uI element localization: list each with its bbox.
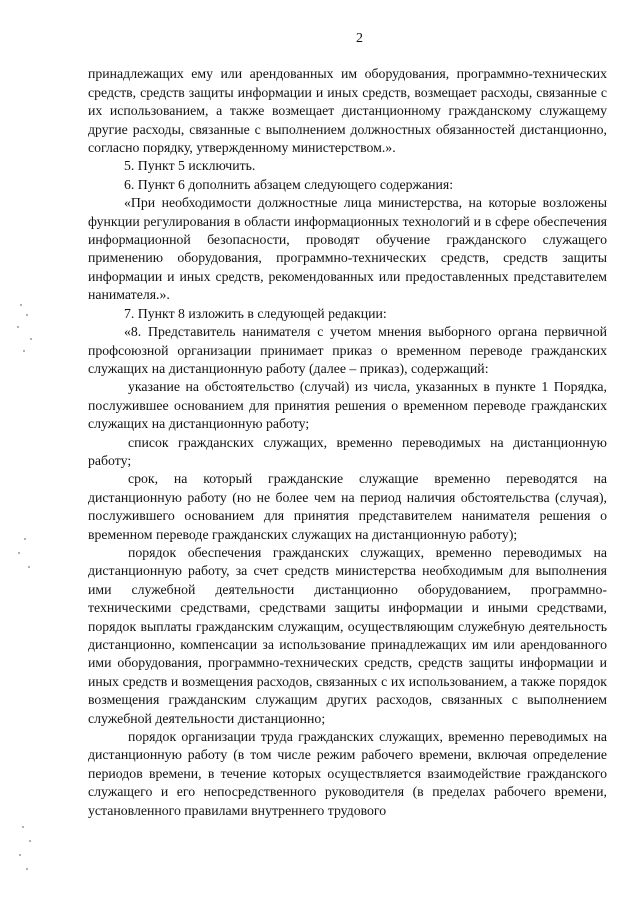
paragraph: указание на обстоятельство (случай) из числа, указанных в пункте 1 Порядка, послужившее основанием для принятия решения о временном переводе гражданских служащих на дистанционную работу; <box>88 379 607 432</box>
scan-specks-middle <box>14 530 44 590</box>
paragraph: порядок обеспечения гражданских служащих, временно переводимых на дистанционную работу, за счет средств министерства необходимым для выполнения ими служебной деятельности дистанционно оборудованием, программно-техническими средствами, средствами защиты информации и иными средствами, порядок выплаты гражданским служащим, осуществляющим служебную деятельность дистанционно, компенсации за использование принадлежащих им или арендованного ими оборудования, программно-технических средств, средств защиты информации и иных средств и возмещения расходов, связанных с их использованием, а также порядок возмещения гражданским служащим других расходов, связанных с выполнением служебной деятельности дистанционно; <box>88 544 607 726</box>
paragraph: «8. Представитель нанимателя с учетом мнения выборного органа первичной профсоюзной организации принимает приказ о временном переводе гражданских служащих на дистанционную работу (далее – приказ), содержащий: <box>88 324 607 376</box>
document-body <box>88 65 607 820</box>
page-number: 2 <box>356 31 363 46</box>
paragraph: 6. Пункт 6 дополнить абзацем следующего содержания: <box>124 176 454 192</box>
scan-specks-upper <box>14 300 44 360</box>
paragraph: список гражданских служащих, временно переводимых на дистанционную работу; <box>88 434 607 468</box>
scan-specks-lower <box>14 820 44 880</box>
paragraph: порядок организации труда гражданских служащих, временно переводимых на дистанционную работу (в том числе режим рабочего времени, включая определение периодов времени, в течение которых осуществляется взаимодействие гражданского служащего и его непосредственного руководителя (в пределах рабочего времени, установленного правилами внутреннего трудового <box>88 729 607 818</box>
paragraph: «При необходимости должностные лица министерства, на которые возложены функции регулирования в области информационных технологий и в сфере обеспечения информационной безопасности, проводят обучение гражданского служащего применению оборудования, программно-технических средств, средств защиты информации и иных средств, рекомендованных или предоставленных представителем нанимателя.». <box>88 195 607 303</box>
paragraph: срок, на который гражданские служащие временно переводятся на дистанционную работу (но не более чем на период наличия обстоятельства (случая), послужившего основанием для принятия представителем нанимателя решения о временном переводе гражданских служащих на дистанционную работу); <box>88 471 607 542</box>
paragraph: 5. Пункт 5 исключить. <box>124 158 256 174</box>
paragraph: принадлежащих ему или арендованных им оборудования, программно-технических средств, средств защиты информации и иных средств, возмещает расходы, связанные с их использованием, а также возмещает дистанционному гражданскому служащему другие расходы, связанные с выполнением должностных обязанностей дистанционно, согласно порядку, утвержденному министерством.». <box>88 66 607 156</box>
paragraph: 7. Пункт 8 изложить в следующей редакции: <box>124 305 387 321</box>
